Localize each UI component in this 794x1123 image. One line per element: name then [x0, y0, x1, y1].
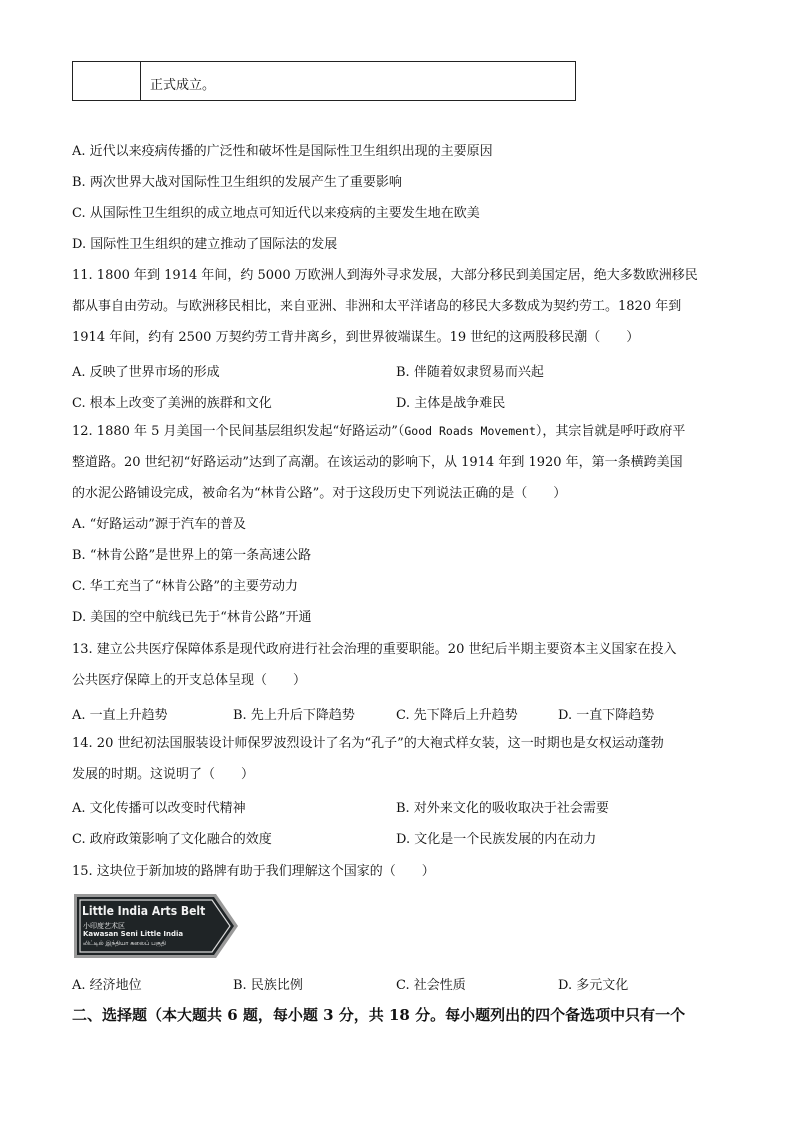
q13-stem: [72, 634, 722, 696]
street-sign-image: [72, 892, 240, 960]
q11-option-d: D. 主体是战争难民: [396, 396, 506, 411]
q12-line-2: 整道路。20 世纪初“好路运动”达到了高潮。在该运动的影响下，从 1914 年到 1920 年，第一条横跨美国: [72, 455, 683, 470]
q10-option-c: C. 从国际性卫生组织的成立地点可知近代以来疫病的主要发生地在欧美: [72, 206, 480, 221]
q12-stem: [72, 416, 722, 633]
table-divider: [140, 62, 141, 100]
q12-option-c: C. 华工充当了“林肯公路”的主要劳动力: [72, 579, 299, 594]
sign-line-english: Little India Arts Belt: [82, 904, 206, 918]
q12-option-b: B. “林肯公路”是世界上的第一条高速公路: [72, 548, 312, 563]
q14-line-2: 发展的时期。这说明了（ ）: [72, 767, 255, 782]
q11-line-1: 11. 1800 年到 1914 年间，约 5000 万欧洲人到海外寻求发展，大部分移民到美国定居，绝大多数欧洲移民: [72, 268, 698, 283]
q15-option-a: A. 经济地位: [72, 978, 142, 993]
q12-option-a: A. “好路运动”源于汽车的普及: [72, 517, 246, 532]
q14-option-d: D. 文化是一个民族发展的内在动力: [396, 832, 597, 847]
q12-line-1-before: 12. 1880 年 5 月美国一个民间基层组织发起“好路运动”（: [72, 424, 405, 439]
q15-option-b: B. 民族比例: [233, 978, 303, 993]
section-2-heading: 二、选择题（本大题共 6 题，每小题 3 分，共 18 分。每小题列出的四个备选项中只有一个: [72, 1006, 686, 1024]
table-cell-text: 正式成立。: [150, 78, 216, 93]
q10-options: [72, 136, 722, 260]
q14-option-c: C. 政府政策影响了文化融合的效度: [72, 832, 272, 847]
q13-option-d: D. 一直下降趋势: [558, 708, 655, 723]
q15-option-c: C. 社会性质: [396, 978, 466, 993]
q12-line-3: 的水泥公路铺设完成，被命名为“林肯公路”。对于这段历史下列说法正确的是（ ）: [72, 486, 567, 501]
sign-line-chinese: 小印度艺术区: [83, 922, 125, 930]
q10-option-b: B. 两次世界大战对国际性卫生组织的发展产生了重要影响: [72, 175, 402, 190]
q11-line-2: 都从事自由劳动。与欧洲移民相比，来自亚洲、非洲和太平洋诸岛的移民大多数成为契约劳工。1820 年到: [72, 299, 682, 314]
q12-option-d: D. 美国的空中航线已先于“林肯公路”开通: [72, 610, 312, 625]
sign-line-tamil: லிட்டில் இந்தியா கலைப் பகுதி: [83, 940, 166, 947]
q14-option-b: B. 对外来文化的吸收取决于社会需要: [396, 801, 609, 816]
table-fragment: [72, 61, 576, 101]
q13-line-2: 公共医疗保障上的开支总体呈现（ ）: [72, 673, 307, 688]
q13-option-c: C. 先下降后上升趋势: [396, 708, 518, 723]
q11-option-a: A. 反映了世界市场的形成: [72, 365, 220, 380]
q11-stem: [72, 260, 722, 353]
q14-stem: [72, 728, 722, 790]
q10-option-a: A. 近代以来疫病传播的广泛性和破坏性是国际性卫生组织出现的主要原因: [72, 144, 493, 159]
q13-option-a: A. 一直上升趋势: [72, 708, 168, 723]
q11-line-3: 1914 年间，约有 2500 万契约劳工背井离乡，到世界彼端谋生。19 世纪的这两股移民潮（ ）: [72, 330, 640, 345]
sign-line-malay: Kawasan Seni Little India: [83, 930, 184, 938]
q12-line-1: [72, 416, 722, 447]
q11-option-c: C. 根本上改变了美洲的族群和文化: [72, 396, 272, 411]
q12-line-1-after: ），其宗旨就是呼吁政府平: [535, 424, 686, 439]
q13-line-1: 13. 建立公共医疗保障体系是现代政府进行社会治理的重要职能。20 世纪后半期主要资本主义国家在投入: [72, 642, 677, 657]
q14-option-a: A. 文化传播可以改变时代精神: [72, 801, 246, 816]
q10-option-d: D. 国际性卫生组织的建立推动了国际法的发展: [72, 237, 338, 252]
q13-option-b: B. 先上升后下降趋势: [233, 708, 355, 723]
q15-option-d: D. 多元文化: [558, 978, 629, 993]
q14-line-1: 14. 20 世纪初法国服装设计师保罗波烈设计了名为“孔子”的大袍式样女装，这一时期也是女权运动蓬勃: [72, 736, 664, 751]
q11-option-b: B. 伴随着奴隶贸易而兴起: [396, 365, 544, 380]
q12-english-term: Good Roads Movement: [404, 424, 536, 438]
q15-stem: 15. 这块位于新加坡的路牌有助于我们理解这个国家的（ ）: [72, 864, 435, 879]
